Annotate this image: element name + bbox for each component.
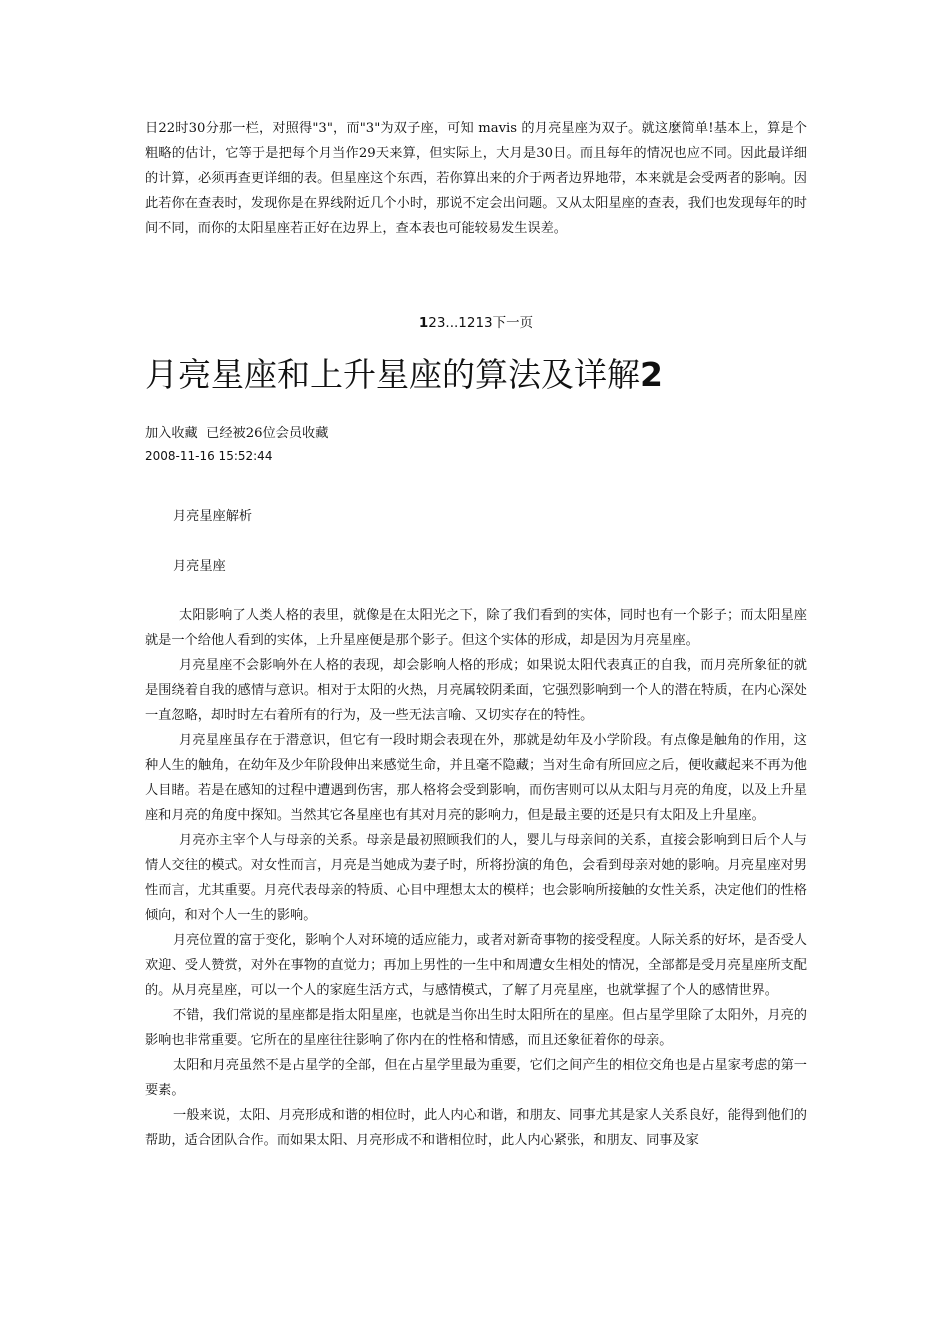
body-paragraph: 月亮亦主宰个人与母亲的关系。母亲是最初照顾我们的人，婴儿与母亲间的关系，直接会影响到日后个人与情人交往的模式。对女性而言，月亮是当她成为妻子时，所将扮演的角色，会看到母亲对她的影响。月亮星座对男性而言，尤其重要。月亮代表母亲的特质、心目中理想太太的模样；也会影响所接触的女性关系，决定他们的性格倾向，和对个人一生的影响。: [145, 833, 807, 923]
body-paragraph: 太阳影响了人类人格的表里，就像是在太阳光之下，除了我们看到的实体，同时也有一个影子；而太阳星座就是一个给他人看到的实体，上升星座便是那个影子。但这个实体的形成，却是因为月亮星座。: [145, 608, 807, 648]
body-paragraph: 月亮星座虽存在于潜意识，但它有一段时期会表现在外，那就是幼年及小学阶段。有点像是触角的作用，这种人生的触角，在幼年及少年阶段伸出来感觉生命，并且毫不隐藏；当对生命有所回应之后，便收藏起来不再为他人目睹。若是在感知的过程中遭遇到伤害，那人格将会受到影响，而伤害则可以从太阳与月亮的角度，以及上升星座和月亮的角度中探知。当然其它各星座也有其对月亮的影响力，但是最主要的还是只有太阳及上升星座。: [145, 733, 807, 823]
pagination-page-links[interactable]: 23...1213: [428, 315, 493, 331]
add-favorite-link[interactable]: 加入收藏: [145, 426, 198, 441]
favorite-count: 已经被26位会员收藏: [206, 426, 329, 441]
subheading-moon-sign: 月亮星座: [173, 559, 226, 574]
body-paragraph: 一般来说，太阳、月亮形成和谐的相位时，此人内心和谐，和朋友、同事尤其是家人关系良好，能得到他们的帮助，适合团队合作。而如果太阳、月亮形成不和谐相位时，此人内心紧张，和朋友、同事及家: [145, 1108, 807, 1148]
body-paragraph: 月亮位置的富于变化，影响个人对环境的适应能力，或者对新奇事物的接受程度。人际关系的好坏，是否受人欢迎、受人赞赏，对外在事物的直觉力；再加上男性的一生中和周遭女生相处的情况，全部都是受月亮星座所支配的。从月亮星座，可以一个人的家庭生活方式，与感情模式，了解了月亮星座，也就掌握了个人的感情世界。: [145, 933, 807, 998]
intro-paragraph: 日22时30分那一栏，对照得"3"，而"3"为双子座，可知 mavis 的月亮星座为双子。就这麼简单!基本上，算是个粗略的估计，它等于是把每个月当作29天来算，但实际上，大月是30日。而且每年的情况也应不同。因此最详细的计算，必须再查更详细的表。但星座这个东西，若你算出来的介于两者边界地带，本来就是会受两者的影响。因此若你在查表时，发现你是在界线附近几个小时，那说不定会出问题。又从太阳星座的查表，我们也发现每年的时间不同，而你的太阳星座若正好在边界上，查本表也可能较易发生误差。: [145, 121, 807, 236]
body-paragraph: 太阳和月亮虽然不是占星学的全部，但在占星学里最为重要，它们之间产生的相位交角也是占星家考虑的第一要素。: [145, 1058, 807, 1098]
document-page: [145, 116, 807, 1153]
publish-date: 2008-11-16 15:52:44: [145, 449, 273, 463]
pagination-current-page: 1: [418, 315, 429, 331]
pagination-next-link[interactable]: 下一页: [492, 315, 534, 331]
favorite-row: [145, 423, 807, 445]
article-title-number: 2: [640, 355, 663, 394]
article-title-text: 月亮星座和上升星座的算法及详解: [145, 355, 640, 394]
article-meta: [145, 423, 807, 467]
body-paragraph: 不错，我们常说的星座都是指太阳星座，也就是当你出生时太阳所在的星座。但占星学里除了太阳外，月亮的影响也非常重要。它所在的星座往往影响了你内在的性格和情感，而且还象征着你的母亲。: [145, 1008, 807, 1048]
pagination: [145, 313, 807, 333]
subheading-moon-sign-analysis: 月亮星座解析: [173, 509, 253, 524]
body-paragraph: 月亮星座不会影响外在人格的表现，却会影响人格的形成；如果说太阳代表真正的自我，而月亮所象征的就是围绕着自我的感情与意识。相对于太阳的火热，月亮属较阴柔面，它强烈影响到一个人的潜在特质，在内心深处一直忽略，却时时左右着所有的行为，及一些无法言喻、又切实存在的特性。: [145, 658, 807, 723]
article-body: [145, 603, 807, 1153]
article-title: [145, 353, 807, 397]
